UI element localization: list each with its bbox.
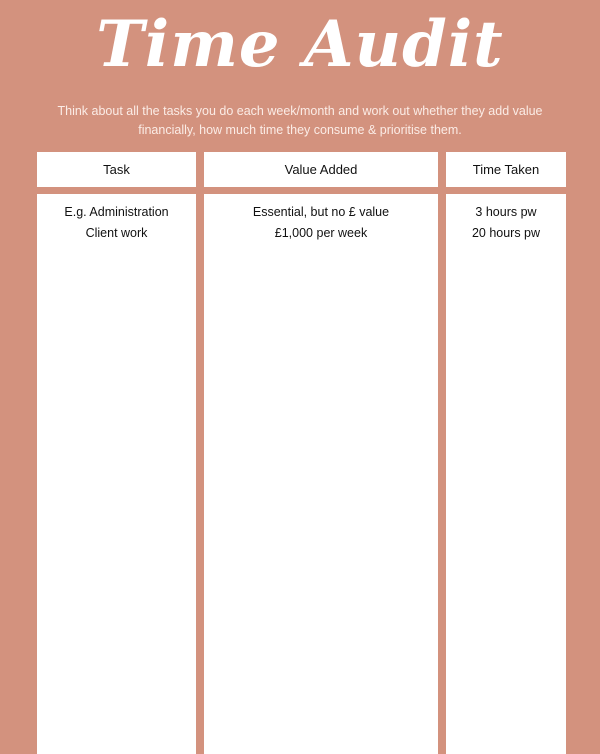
time-column[interactable]	[446, 194, 566, 754]
time-cell: 3 hours pw	[475, 205, 537, 219]
intro-text: Think about all the tasks you do each week/month and work out whether they add value financially, how much time they consume & prioritise them.	[57, 104, 543, 137]
time-cell: 20 hours pw	[471, 226, 541, 240]
task-column[interactable]	[37, 194, 196, 754]
task-cell: E.g. Administration	[64, 205, 169, 219]
header-time-taken: Time Taken	[446, 152, 566, 187]
header-value-added: Value Added	[204, 152, 438, 187]
value-cell: Essential, but no £ value	[252, 205, 390, 219]
value-cell: £1,000 per week	[274, 226, 368, 240]
page-title: Time Audit	[96, 7, 504, 82]
value-column[interactable]	[204, 194, 438, 754]
header-task: Task	[37, 152, 196, 187]
task-cell: Client work	[85, 226, 148, 240]
